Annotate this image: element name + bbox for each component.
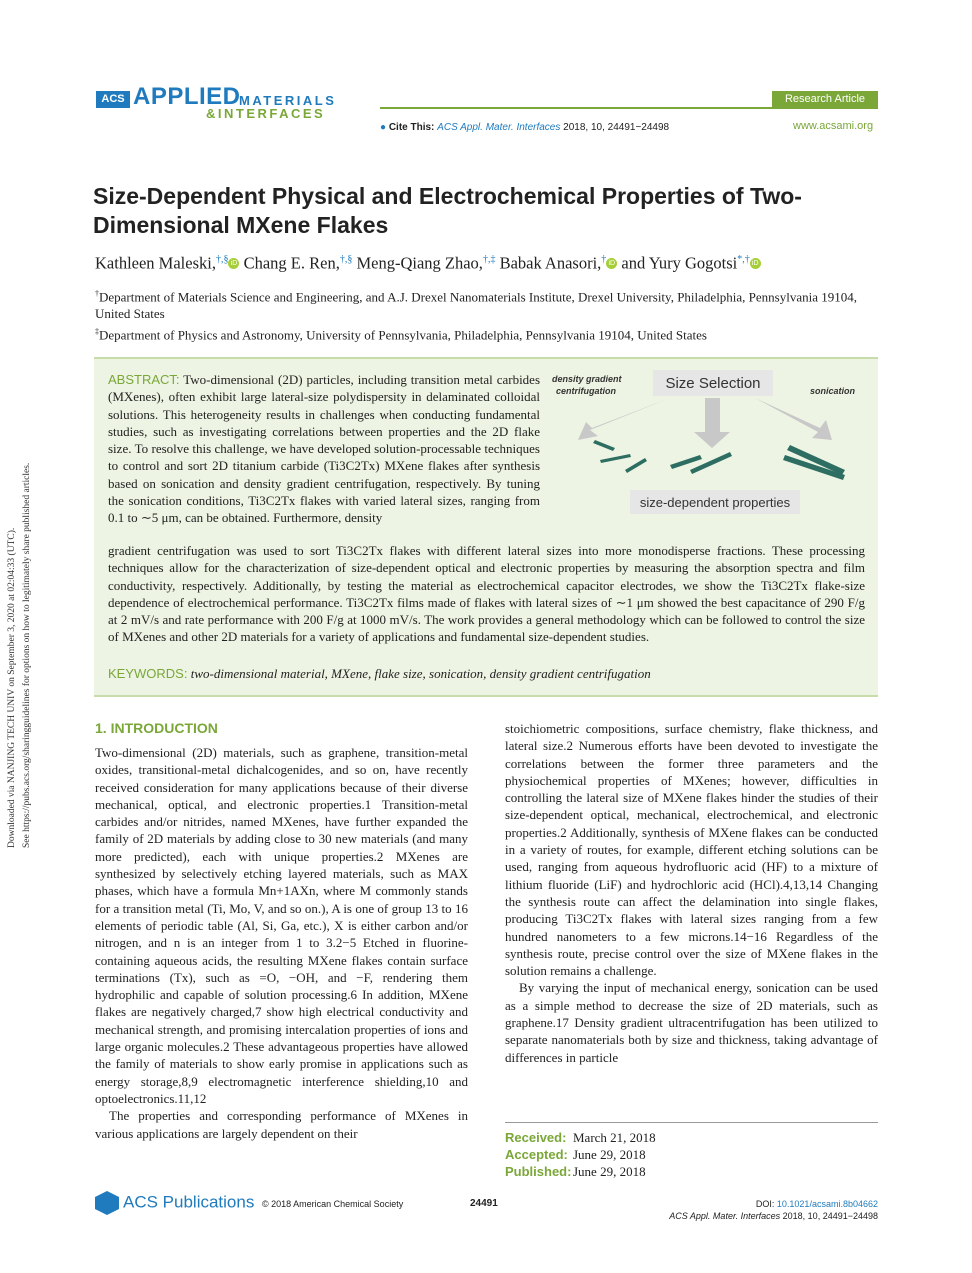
toc-right-label: sonication (810, 386, 856, 396)
date-label: Accepted: (505, 1147, 568, 1162)
affiliation-mark: ‡ (95, 327, 99, 336)
journal-logo-interfaces: &INTERFACES (206, 106, 326, 121)
toc-bottom-label: size-dependent properties (639, 495, 791, 510)
affiliation-mark: † (95, 289, 99, 298)
affiliation-1 (95, 285, 885, 322)
publisher-name: ACS Publications (123, 1192, 255, 1212)
author-affiliation-marks: † (601, 254, 607, 265)
journal-logo-acs: ACS (96, 91, 130, 108)
doi-link[interactable]: 10.1021/acsami.8b04662 (776, 1199, 878, 1209)
cite-this[interactable] (380, 122, 669, 133)
abstract-label: ABSTRACT: (108, 372, 180, 387)
author-affiliation-marks: †,§ (339, 254, 353, 265)
author[interactable]: and Yury Gogotsi (621, 253, 738, 273)
author[interactable]: Babak Anasori, (499, 253, 602, 273)
toc-arrow-right (755, 398, 832, 440)
author-affiliation-marks: *,† (737, 254, 750, 265)
orcid-icon[interactable]: iD (750, 258, 761, 269)
cite-journal[interactable]: ACS Appl. Mater. Interfaces (437, 122, 561, 133)
publication-dates (505, 1122, 878, 1180)
date-published (505, 1163, 878, 1180)
date-value: March 21, 2018 (573, 1130, 656, 1145)
toc-left-label-1: density gradient (552, 374, 622, 384)
date-value: June 29, 2018 (573, 1164, 646, 1179)
abstract-part-2: gradient centrifugation was used to sort Ti3C2Tx flakes with different lateral sizes into more monodisperse fractions. These processing techniques allow for the characterization of size-dependent optical and electronic properties by measuring the absorption spectra and film conductivity, respectively. Additionally, by testing the material as electrochemical capacitor electrodes, we show the Ti3C2Tx flake-size dependence of electrochemical performance. Ti3C2Tx films made of flakes with lateral sizes of ∼1 μm showed the best capacitance of 290 F/g at 2 mV/s and rate performance with 200 F/g at 1000 mV/s. The work provides a general methodology which can be followed to control the size of MXenes and other 2D materials for a variety of applications and fundamental size-dependent studies. (108, 543, 865, 645)
intro-column-2 (505, 720, 878, 1066)
affiliation-text: Department of Materials Science and Engineering, and A.J. Drexel Nanomaterials Institute, Drexel University, Philadelphia, Pennsylvania 19104, United States (95, 289, 858, 322)
watermark-line-1: Downloaded via NANJING TECH UNIV on September 3, 2020 at 02:04:33 (UTC). (7, 527, 17, 848)
cite-label: Cite This: (388, 122, 435, 133)
cite-details: 2018, 10, 24491−24498 (563, 122, 670, 133)
acs-hexagon-icon (95, 1191, 119, 1215)
copyright: © 2018 American Chemical Society (262, 1199, 404, 1209)
toc-center-label: Size Selection (665, 375, 761, 392)
affiliation-2 (95, 323, 885, 343)
watermark-line-2: See https://pubs.acs.org/sharingguidelines for options on how to legitimately share published articles. (22, 462, 32, 848)
intro-paragraph-1: Two-dimensional (2D) materials, such as graphene, transition-metal oxides, transitional-metal dichalcogenides, and so on, have recently received consideration for many applications because of their diverse mechanical, optical, and electronic properties.1 Transition-metal carbides and/or nitrides, named MXenes, have further expanded the family of 2D materials by adding close to 30 new materials (and many more predicted), each with unique properties.2 MXenes are synthesized by selectively etching layered materials, such as MAX phases, which have a formula Mn+1AXn, where M commonly stands for a transition metal (Ti, Mo, V, and so on.), A is one of group 13 to 16 elements of periodic table (Al, Si, Ga, etc.), X is either carbon and/or nitrogen, and n is an integer from 1 to 3.2−5 Etched in fluorine-containing aqueous acids, the resulting MXene flakes contain surface terminations (Tx), such as =O, −OH, and −F, rendering them hydrophilic and capable of solution processing.6 In addition, MXene flakes are negatively charged,7 show high electrical conductivity and mechanical strength, and promising intercalation properties of ions and large organic molecules.2 These advantageous properties have allowed the family of materials to show early promise in applications such as energy storage,8,9 electromagnetic interference shielding,10 and optoelectronics.11,12 (95, 745, 468, 1106)
author[interactable]: Meng-Qiang Zhao, (356, 253, 483, 273)
author-affiliation-marks: †,§ (215, 254, 229, 265)
journal-logo-applied: APPLIED (133, 83, 241, 110)
toc-graphic (550, 370, 872, 518)
keywords (108, 666, 868, 682)
author[interactable]: Kathleen Maleski, (95, 253, 216, 273)
journal-logo-materials: MATERIALS (239, 93, 337, 108)
date-label: Published: (505, 1164, 572, 1179)
section-heading-introduction: 1. INTRODUCTION (95, 720, 218, 736)
abstract-text-1: Two-dimensional (2D) particles, including transition metal carbides (MXenes), often exhibit large lateral-size polydispersity in delaminated colloidal solutions. This heterogeneity results in challenges when conducting fundamental studies, such as investigating correlations between properties and the 2D flake size. To resolve this challenge, we have developed solution-processable techniques to control and sort 2D titanium carbide (Ti3C2Tx) MXene flakes after synthesis based on sonication and density gradient centrifugation, respectively. By tuning the sonication conditions, Ti3C2Tx flakes with varied lateral sizes, ranging from 0.1 to ∼5 μm, can be obtained. Furthermore, density (108, 372, 541, 526)
author[interactable]: Chang E. Ren, (243, 253, 340, 273)
intro-column-1 (95, 744, 468, 1142)
date-value: June 29, 2018 (573, 1147, 646, 1162)
doi-block (640, 1198, 878, 1222)
orcid-icon[interactable]: iD (606, 258, 617, 269)
intro-paragraph-2: The properties and corresponding performance of MXenes in various applications are largely dependent on their (95, 1108, 468, 1141)
keywords-list: two-dimensional material, MXene, flake size, sonication, density gradient centrifugation (190, 666, 651, 681)
author-affiliation-marks: †,‡ (482, 254, 496, 265)
article-title: Size-Dependent Physical and Electrochemical Properties of Two-Dimensional MXene Flakes (93, 183, 802, 238)
date-accepted (505, 1146, 878, 1163)
keywords-label: KEYWORDS: (108, 666, 188, 681)
orcid-icon[interactable]: iD (228, 258, 239, 269)
date-label: Received: (505, 1130, 567, 1145)
acs-publications-logo[interactable] (95, 1191, 254, 1215)
page-number: 24491 (470, 1198, 498, 1209)
open-access-icon: ● (380, 122, 387, 133)
toc-left-label-2: centrifugation (556, 386, 616, 396)
article-type-badge: Research Article (772, 91, 878, 108)
footer-citation: 2018, 10, 24491−24498 (782, 1211, 878, 1221)
intro-paragraph-3: stoichiometric compositions, surface chemistry, flake thickness, and lateral size.2 Numerous efforts have been devoted to investigate the correlations between the former three parameters and the physiochemical properties of MXenes; however, difficulties in controlling the lateral size of MXene flakes hinder the studies of their size-dependent optical, mechanical, electrochemical, and electronic properties.2 Additionally, synthesis of MXene flakes can be conducted in a variety of routes, for example, different etching solutions can be used, ranging from aqueous hydrofluoric acid (HF) to a mixture of lithium fluoride (LiF) and hydrochloric acid (HCl).4,13,14 Changing the synthesis route can affect the delamination into single flakes, producing Ti3C2Tx flakes with lateral sizes ranging from a few hundred nanometers to a few microns.14−16 Regardless of the synthesis route, precise control over the size of MXene flakes in the solution remains a challenge. (505, 721, 878, 979)
affiliation-text: Department of Physics and Astronomy, University of Pennsylvania, Philadelphia, Pennsylvania 19104, United States (99, 327, 707, 343)
date-received (505, 1129, 878, 1146)
doi-label: DOI: (755, 1199, 775, 1209)
author-list (95, 249, 895, 275)
toc-arrow-left (578, 398, 670, 440)
intro-paragraph-4: By varying the input of mechanical energy, sonication can be used as a simple method to decrease the size of 2D materials, such as graphene.17 Density gradient ultracentrifugation has been utilized to separate nanomaterials both by size and thickness, taking advantage of differences in particle (505, 980, 878, 1065)
abstract-part-1 (108, 371, 540, 527)
toc-arrow-center (694, 398, 730, 448)
journal-website-link[interactable]: www.acsami.org (793, 120, 874, 132)
download-watermark (7, 463, 32, 848)
toc-flakes (593, 440, 845, 480)
footer-journal: ACS Appl. Mater. Interfaces (669, 1211, 781, 1221)
